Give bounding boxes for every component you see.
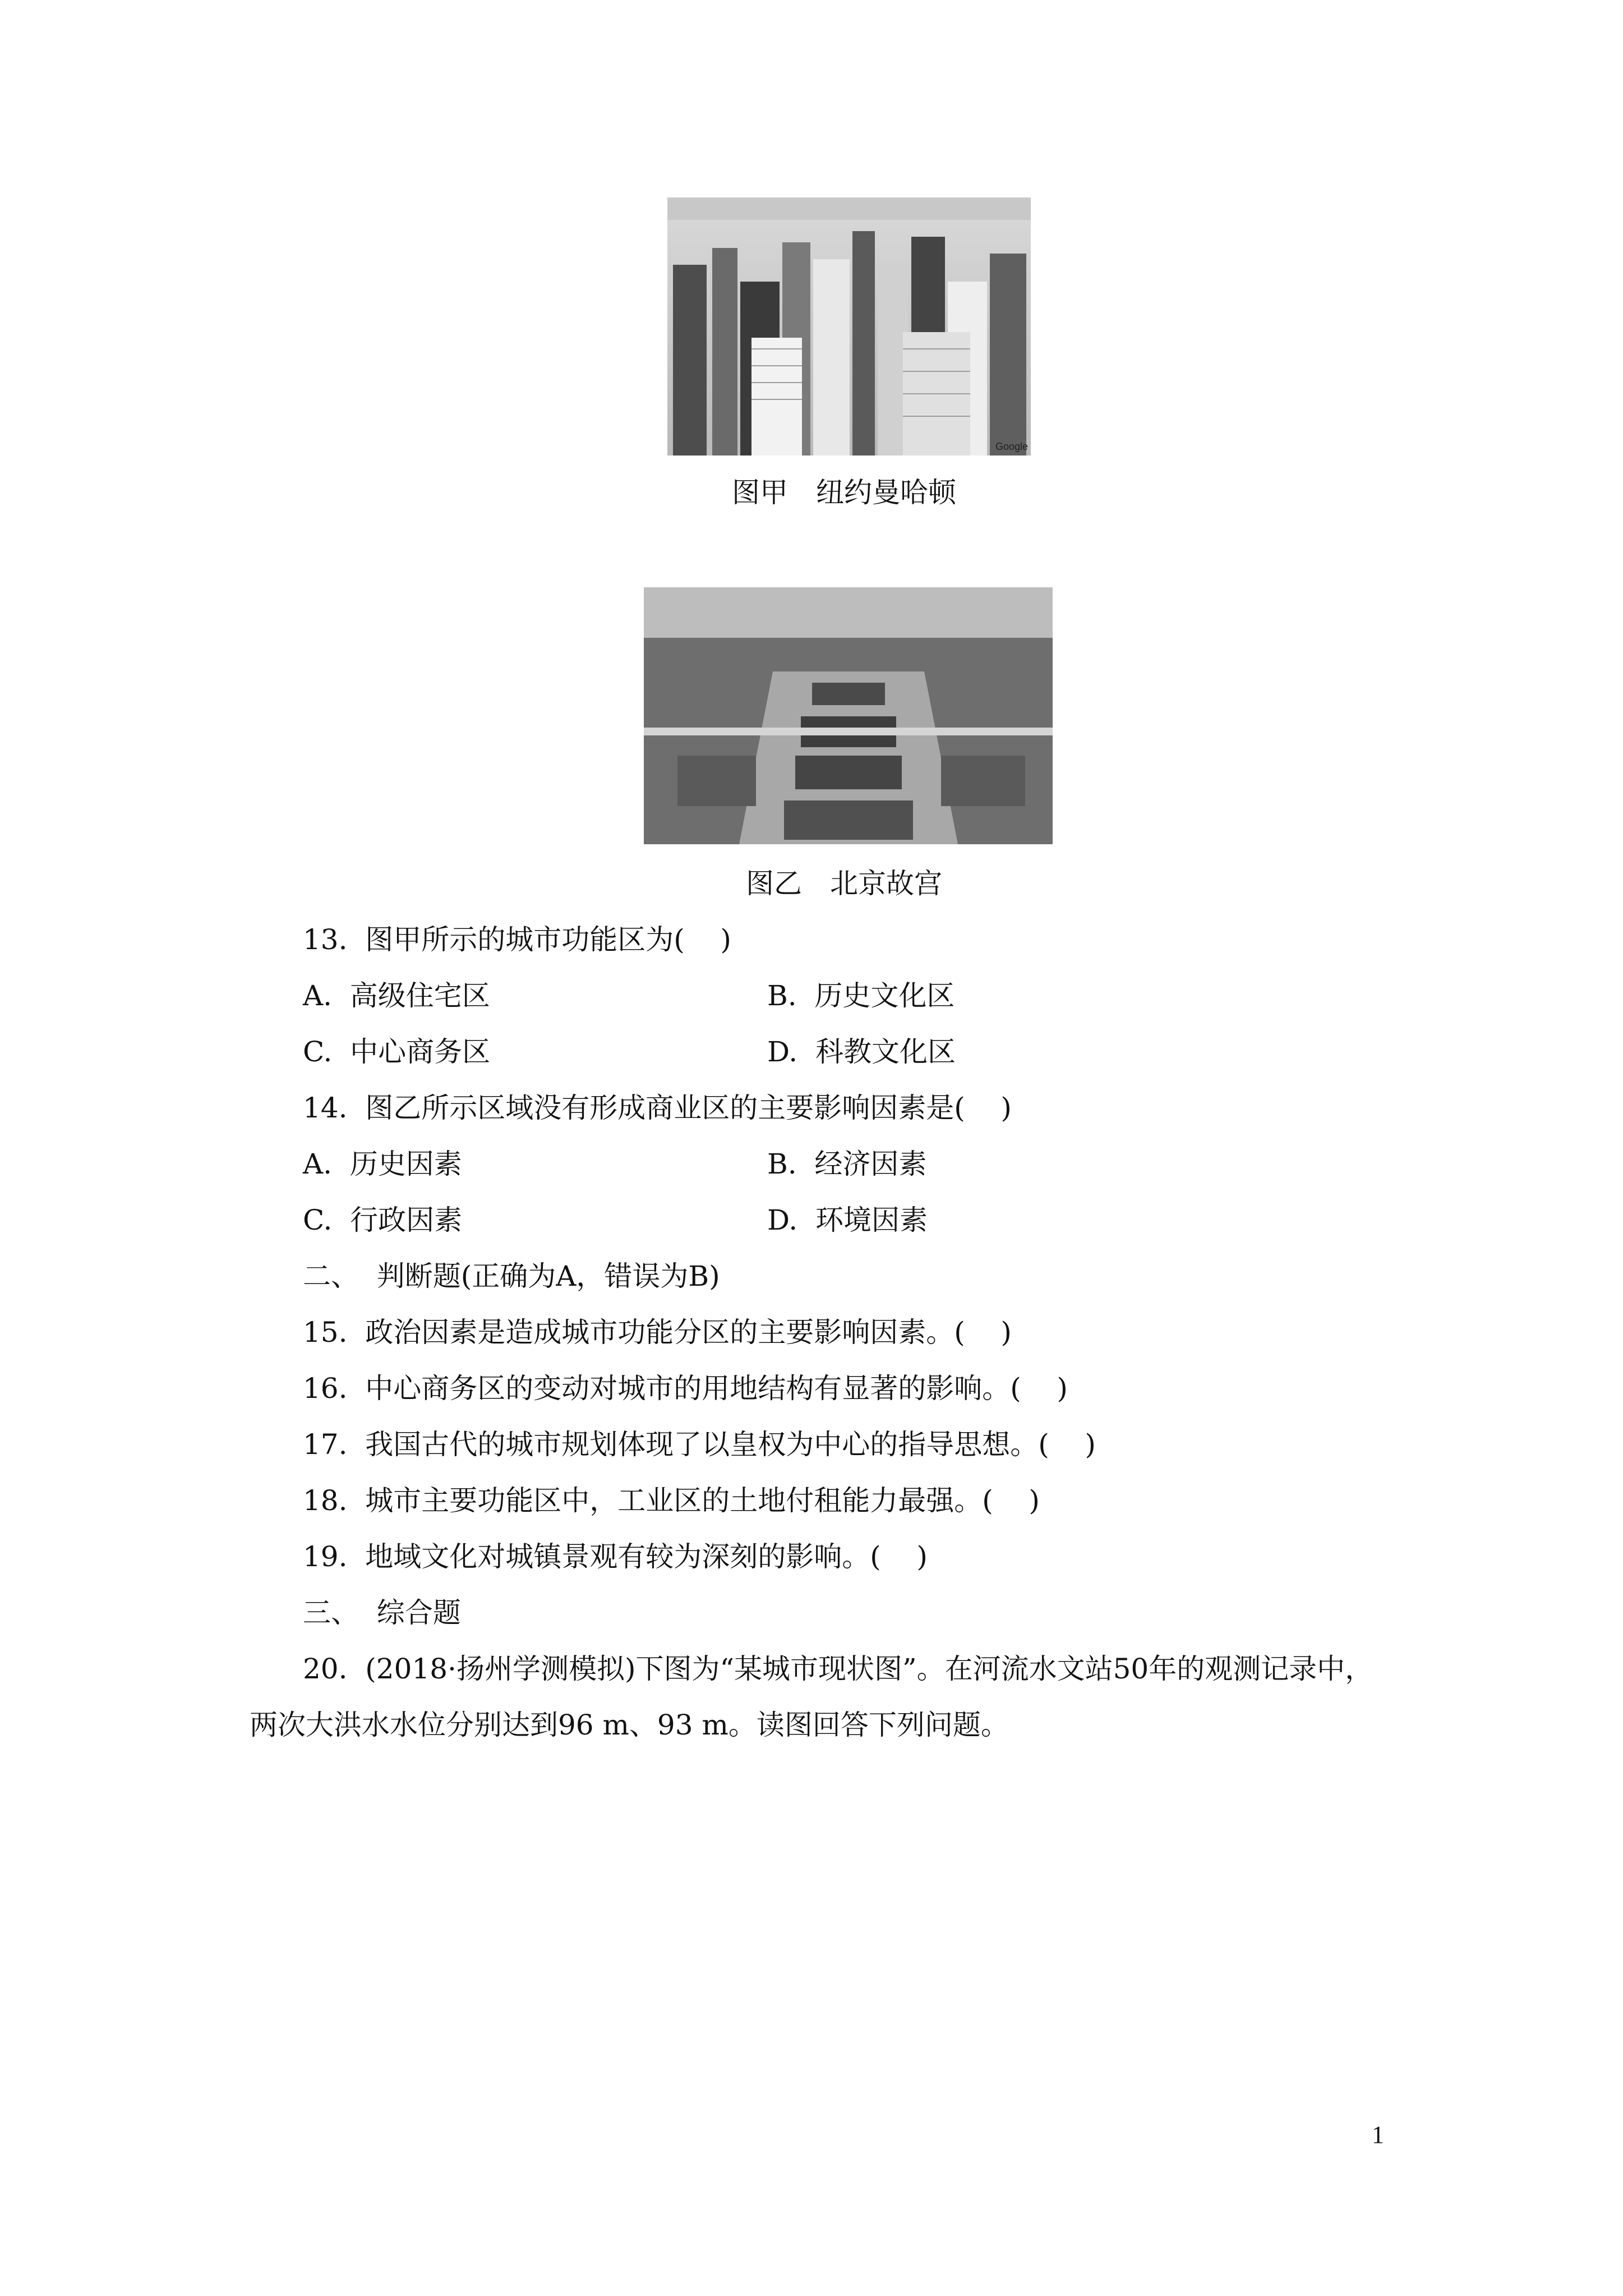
- question-16: 16. 中心商务区的变动对城市的用地结构有显著的影响。( ): [303, 1372, 1068, 1405]
- question-20-line-2: 两次大洪水水位分别达到96 m、93 m。读图回答下列问题。: [250, 1709, 1009, 1741]
- question-14-option-c: C. 行政因素: [303, 1204, 463, 1236]
- forbidden-city-photo: [644, 587, 1053, 844]
- question-20-line-1: 20. (2018·扬州学测模拟)下图为“某城市现状图”。在河流水文站50年的观测记录中，: [303, 1653, 1373, 1685]
- question-18: 18. 城市主要功能区中，工业区的土地付租能力最强。( ): [303, 1484, 1040, 1517]
- question-17: 17. 我国古代的城市规划体现了以皇权为中心的指导思想。( ): [303, 1428, 1096, 1461]
- question-13-option-a: A. 高级住宅区: [303, 979, 490, 1012]
- question-14-option-b: B. 经济因素: [767, 1148, 927, 1180]
- question-15: 15. 政治因素是造成城市功能分区的主要影响因素。( ): [303, 1316, 1012, 1349]
- google-watermark: Google: [995, 441, 1029, 452]
- section-3-heading: 三、 综合题: [303, 1596, 461, 1629]
- question-19: 19. 地域文化对城镇景观有较为深刻的影响。( ): [303, 1540, 928, 1573]
- figure-caption-jia: 图甲 纽约曼哈顿: [732, 476, 956, 509]
- question-13-option-c: C. 中心商务区: [303, 1036, 491, 1068]
- figure-caption-yi: 图乙 北京故宫: [746, 867, 942, 900]
- question-13-option-d: D. 科教文化区: [767, 1036, 956, 1068]
- question-13-stem: 13. 图甲所示的城市功能区为( ): [303, 923, 731, 956]
- question-13-option-b: B. 历史文化区: [767, 979, 955, 1012]
- question-14-option-d: D. 环境因素: [767, 1204, 928, 1236]
- question-14-option-a: A. 历史因素: [303, 1148, 462, 1180]
- manhattan-photo: [667, 197, 1031, 455]
- question-14-stem: 14. 图乙所示区域没有形成商业区的主要影响因素是( ): [303, 1092, 1012, 1124]
- section-2-heading: 二、 判断题(正确为A，错误为B): [303, 1260, 720, 1292]
- page-number: 1: [1372, 2121, 1384, 2148]
